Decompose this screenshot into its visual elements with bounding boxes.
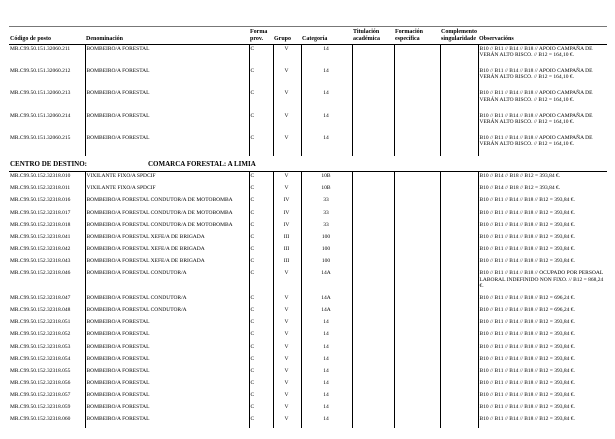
table-row bbox=[9, 294, 607, 306]
cell-complemento bbox=[440, 233, 478, 245]
col-header-forma-prov: Forma prov. bbox=[249, 27, 273, 45]
cell-forma: C bbox=[249, 379, 273, 391]
cell-forma: C bbox=[249, 134, 273, 156]
cell-formacion bbox=[394, 134, 440, 156]
cell-forma: C bbox=[249, 367, 273, 379]
cell-formacion bbox=[394, 233, 440, 245]
cell-titulacion bbox=[352, 172, 394, 185]
cell-grupo: V bbox=[273, 343, 301, 355]
cell-codigo: MR.C99.50.152.32318.011 bbox=[10, 185, 71, 192]
cell-complemento bbox=[440, 44, 478, 67]
cell-formacion bbox=[394, 294, 440, 306]
cell-observacions: B10 // B11 // B14 // B18 // OCUPADO POR PERSOAL LABORAL INDEFINIDO NON FIXO. // B12 = 868,24 €. bbox=[478, 269, 607, 293]
cell-titulacion bbox=[352, 269, 394, 293]
cell-denominacion: BOMBEIRO/A FORESTAL bbox=[85, 112, 249, 134]
cell-denominacion: BOMBEIRO/A FORESTAL XEFE/A DE BRIGADA bbox=[85, 233, 249, 245]
cell-codigo: MR.C99.50.152.32318.041 bbox=[10, 233, 71, 240]
cell-formacion bbox=[394, 367, 440, 379]
cell-grupo: V bbox=[273, 415, 301, 427]
cell-forma: C bbox=[249, 415, 273, 427]
cell-formacion bbox=[394, 379, 440, 391]
cell-observacions: B10 // B11 // B14 // B18 // B12 = 393,84 €. bbox=[478, 233, 607, 245]
cell-complemento bbox=[440, 67, 478, 89]
cell-forma: C bbox=[249, 221, 273, 233]
cell-denominacion: BOMBEIRO/A FORESTAL CONDUTOR/A bbox=[85, 294, 249, 306]
cell-titulacion bbox=[352, 221, 394, 233]
cell-codigo: MR.C99.50.152.32318.017 bbox=[10, 209, 71, 216]
cell-titulacion bbox=[352, 89, 394, 111]
cell-denominacion: BOMBEIRO/A FORESTAL bbox=[85, 330, 249, 342]
cell-titulacion bbox=[352, 379, 394, 391]
cell-categoria: 10B bbox=[301, 184, 352, 196]
cell-grupo: V bbox=[273, 330, 301, 342]
cell-titulacion bbox=[352, 209, 394, 221]
cell-titulacion bbox=[352, 196, 394, 208]
cell-forma: C bbox=[249, 196, 273, 208]
cell-titulacion bbox=[352, 343, 394, 355]
cell-observacions: B10 // B14 // B18 // B12 = 393,84 €. bbox=[478, 184, 607, 196]
cell-denominacion: BOMBEIRO/A FORESTAL bbox=[85, 134, 249, 156]
cell-forma: C bbox=[249, 233, 273, 245]
cell-observacions: B10 // B14 // B18 // B12 = 393,84 €. bbox=[478, 172, 607, 185]
cell-titulacion bbox=[352, 184, 394, 196]
col-header-formacion: Formación específica bbox=[394, 27, 440, 45]
cell-titulacion bbox=[352, 294, 394, 306]
cell-denominacion: BOMBEIRO/A FORESTAL bbox=[85, 318, 249, 330]
cell-categoria: 14 bbox=[301, 367, 352, 379]
cell-grupo: V bbox=[273, 306, 301, 318]
col-header-titulacion: Titulación académica bbox=[352, 27, 394, 45]
cell-codigo: MR.C99.50.152.32318.052 bbox=[10, 331, 71, 338]
cell-codigo: MR.C99.50.152.32318.059 bbox=[10, 404, 71, 411]
table-row bbox=[9, 403, 607, 415]
cell-codigo: MR.C99.50.151.32060.214 bbox=[10, 112, 71, 119]
cell-codigo: MR.C99.50.152.32318.018 bbox=[10, 221, 71, 228]
col-header-grupo: Grupo bbox=[273, 27, 301, 45]
cell-grupo: V bbox=[273, 112, 301, 134]
cell-grupo: V bbox=[273, 134, 301, 156]
cell-forma: C bbox=[249, 306, 273, 318]
cell-complemento bbox=[440, 89, 478, 111]
cell-categoria: 14 bbox=[301, 343, 352, 355]
cell-codigo: MR.C99.50.151.32060.211 bbox=[10, 45, 71, 52]
cell-codigo: MR.C99.50.152.32318.060 bbox=[10, 416, 71, 423]
cell-titulacion bbox=[352, 245, 394, 257]
cell-observacions: B10 // B11 // B14 // B18 // APOIO CAMPAÑA DE VERÁN ALTO RISCO. // B12 = 164,10 €. bbox=[478, 112, 607, 134]
table-row bbox=[9, 245, 607, 257]
table-row bbox=[9, 379, 607, 391]
cell-titulacion bbox=[352, 355, 394, 367]
cell-categoria: 33 bbox=[301, 196, 352, 208]
cell-complemento bbox=[440, 209, 478, 221]
cell-observacions: B10 // B11 // B14 // B18 // B12 = 696,24 €. bbox=[478, 294, 607, 306]
cell-denominacion: BOMBEIRO/A FORESTAL XEFE/A DE BRIGADA bbox=[85, 257, 249, 269]
cell-complemento bbox=[440, 112, 478, 134]
cell-formacion bbox=[394, 44, 440, 67]
cell-formacion bbox=[394, 269, 440, 293]
cell-denominacion: BOMBEIRO/A FORESTAL XEFE/A DE BRIGADA bbox=[85, 245, 249, 257]
table-row bbox=[9, 112, 607, 134]
cell-denominacion: BOMBEIRO/A FORESTAL bbox=[85, 89, 249, 111]
cell-formacion bbox=[394, 257, 440, 269]
cell-categoria: 100 bbox=[301, 245, 352, 257]
cell-categoria: 14 bbox=[301, 391, 352, 403]
table-row bbox=[9, 44, 607, 67]
cell-forma: C bbox=[249, 355, 273, 367]
centro-destino-value: COMARCA FORESTAL: A LIMIA bbox=[148, 160, 256, 169]
cell-codigo: MR.C99.50.152.32318.057 bbox=[10, 392, 71, 399]
cell-complemento bbox=[440, 134, 478, 156]
cell-forma: C bbox=[249, 172, 273, 185]
table-row bbox=[9, 67, 607, 89]
cell-denominacion: BOMBEIRO/A FORESTAL CONDUTOR/A DE MOTOBOMBA bbox=[85, 221, 249, 233]
cell-codigo: MR.C99.50.152.32318.042 bbox=[10, 246, 71, 253]
cell-denominacion: BOMBEIRO/A FORESTAL bbox=[85, 391, 249, 403]
cell-categoria: 14A bbox=[301, 306, 352, 318]
cell-grupo: V bbox=[273, 269, 301, 293]
cell-categoria: 14 bbox=[301, 67, 352, 89]
table-row bbox=[9, 221, 607, 233]
cell-observacions: B10 // B11 // B14 // B18 // APOIO CAMPAÑA DE VERÁN ALTO RISCO. // B12 = 164,10 €. bbox=[478, 134, 607, 156]
cell-grupo: V bbox=[273, 318, 301, 330]
cell-forma: C bbox=[249, 257, 273, 269]
cell-forma: C bbox=[249, 89, 273, 111]
cell-codigo: MR.C99.50.152.32318.047 bbox=[10, 294, 71, 301]
cell-observacions: B10 // B11 // B14 // B18 // B12 = 393,84 €. bbox=[478, 318, 607, 330]
cell-observacions: B10 // B11 // B14 // B18 // B12 = 393,84 €. bbox=[478, 257, 607, 269]
cell-forma: C bbox=[249, 294, 273, 306]
cell-codigo: MR.C99.50.152.32318.046 bbox=[10, 270, 71, 277]
table-row bbox=[9, 269, 607, 293]
cell-denominacion: BOMBEIRO/A FORESTAL bbox=[85, 415, 249, 427]
cell-grupo: V bbox=[273, 67, 301, 89]
cell-titulacion bbox=[352, 233, 394, 245]
cell-titulacion bbox=[352, 67, 394, 89]
cell-titulacion bbox=[352, 306, 394, 318]
table-row bbox=[9, 330, 607, 342]
cell-complemento bbox=[440, 221, 478, 233]
table-header bbox=[9, 27, 607, 45]
cell-titulacion bbox=[352, 134, 394, 156]
table-body bbox=[9, 44, 607, 427]
cell-denominacion: VIXILANTE FIXO/A SPDCIF bbox=[85, 184, 249, 196]
cell-forma: C bbox=[249, 67, 273, 89]
cell-formacion bbox=[394, 67, 440, 89]
cell-titulacion bbox=[352, 257, 394, 269]
cell-grupo: V bbox=[273, 184, 301, 196]
col-header-observacions: Observacións bbox=[478, 27, 607, 45]
cell-grupo: V bbox=[273, 379, 301, 391]
header-row bbox=[9, 27, 607, 45]
cell-denominacion: BOMBEIRO/A FORESTAL CONDUTOR/A DE MOTOBOMBA bbox=[85, 209, 249, 221]
cell-codigo: MR.C99.50.151.32060.212 bbox=[10, 68, 71, 75]
cell-categoria: 33 bbox=[301, 221, 352, 233]
table-row bbox=[9, 415, 607, 427]
cell-categoria: 100 bbox=[301, 257, 352, 269]
cell-codigo: MR.C99.50.152.32318.016 bbox=[10, 197, 71, 204]
cell-formacion bbox=[394, 343, 440, 355]
cell-categoria: 14 bbox=[301, 415, 352, 427]
cell-complemento bbox=[440, 330, 478, 342]
cell-codigo: MR.C99.50.152.32318.043 bbox=[10, 258, 71, 265]
cell-complemento bbox=[440, 318, 478, 330]
cell-forma: C bbox=[249, 269, 273, 293]
centro-destino-label: CENTRO DE DESTINO: bbox=[10, 160, 88, 169]
cell-categoria: 100 bbox=[301, 233, 352, 245]
cell-codigo: MR.C99.50.152.32318.053 bbox=[10, 343, 71, 350]
table-row bbox=[9, 257, 607, 269]
cell-grupo: IV bbox=[273, 196, 301, 208]
cell-observacions: B10 // B11 // B14 // B18 // B12 = 393,84 €. bbox=[478, 343, 607, 355]
cell-observacions: B10 // B11 // B14 // B18 // B12 = 393,84 €. bbox=[478, 367, 607, 379]
cell-denominacion: BOMBEIRO/A FORESTAL bbox=[85, 367, 249, 379]
cell-observacions: B10 // B11 // B14 // B18 // B12 = 393,84 €. bbox=[478, 196, 607, 208]
cell-formacion bbox=[394, 196, 440, 208]
table-row bbox=[9, 355, 607, 367]
cell-denominacion: BOMBEIRO/A FORESTAL bbox=[85, 343, 249, 355]
table-row bbox=[9, 343, 607, 355]
cell-formacion bbox=[394, 318, 440, 330]
cell-complemento bbox=[440, 196, 478, 208]
cell-observacions: B10 // B11 // B14 // B18 // B12 = 393,84 €. bbox=[478, 379, 607, 391]
cell-observacions: B10 // B11 // B14 // B18 // APOIO CAMPAÑA DE VERÁN ALTO RISCO. // B12 = 164,10 €. bbox=[478, 89, 607, 111]
cell-grupo: V bbox=[273, 391, 301, 403]
cell-observacions: B10 // B11 // B14 // B18 // B12 = 393,84 €. bbox=[478, 415, 607, 427]
cell-codigo: MR.C99.50.152.32318.055 bbox=[10, 367, 71, 374]
cell-formacion bbox=[394, 355, 440, 367]
cell-categoria: 33 bbox=[301, 209, 352, 221]
cell-titulacion bbox=[352, 391, 394, 403]
cell-categoria: 14 bbox=[301, 89, 352, 111]
cell-observacions: B10 // B11 // B14 // B18 // B12 = 696,24 €. bbox=[478, 306, 607, 318]
col-header-codigo: Código de posto bbox=[9, 27, 85, 45]
cell-codigo: MR.C99.50.151.32060.213 bbox=[10, 90, 71, 97]
cell-forma: C bbox=[249, 184, 273, 196]
cell-denominacion: BOMBEIRO/A FORESTAL CONDUTOR/A bbox=[85, 269, 249, 293]
cell-denominacion: BOMBEIRO/A FORESTAL bbox=[85, 403, 249, 415]
cell-observacions: B10 // B11 // B14 // B18 // B12 = 393,84 €. bbox=[478, 330, 607, 342]
rpt-table bbox=[9, 26, 607, 428]
cell-titulacion bbox=[352, 44, 394, 67]
cell-categoria: 14 bbox=[301, 330, 352, 342]
cell-complemento bbox=[440, 269, 478, 293]
cell-denominacion: BOMBEIRO/A FORESTAL bbox=[85, 67, 249, 89]
cell-formacion bbox=[394, 403, 440, 415]
cell-observacions: B10 // B11 // B14 // B18 // APOIO CAMPAÑA DE VERÁN ALTO RISCO. // B12 = 164,10 €. bbox=[478, 44, 607, 67]
cell-titulacion bbox=[352, 403, 394, 415]
cell-complemento bbox=[440, 184, 478, 196]
cell-complemento bbox=[440, 415, 478, 427]
cell-grupo: V bbox=[273, 355, 301, 367]
cell-observacions: B10 // B11 // B14 // B18 // B12 = 393,84 €. bbox=[478, 209, 607, 221]
cell-formacion bbox=[394, 209, 440, 221]
col-header-categoria: Categoría bbox=[301, 27, 352, 45]
cell-formacion bbox=[394, 391, 440, 403]
col-header-complemento: Complemento singularidade bbox=[440, 27, 478, 45]
cell-forma: C bbox=[249, 245, 273, 257]
cell-complemento bbox=[440, 245, 478, 257]
table-row bbox=[9, 134, 607, 156]
cell-formacion bbox=[394, 306, 440, 318]
cell-grupo: IV bbox=[273, 209, 301, 221]
cell-denominacion: BOMBEIRO/A FORESTAL bbox=[85, 44, 249, 67]
cell-complemento bbox=[440, 391, 478, 403]
cell-denominacion: BOMBEIRO/A FORESTAL CONDUTOR/A DE MOTOBOMBA bbox=[85, 196, 249, 208]
cell-complemento bbox=[440, 294, 478, 306]
cell-observacions: B10 // B11 // B14 // B18 // B12 = 393,84 €. bbox=[478, 355, 607, 367]
cell-formacion bbox=[394, 184, 440, 196]
cell-formacion bbox=[394, 330, 440, 342]
cell-denominacion: BOMBEIRO/A FORESTAL CONDUTOR/A bbox=[85, 306, 249, 318]
table-row bbox=[9, 172, 607, 185]
cell-grupo: V bbox=[273, 44, 301, 67]
table-row bbox=[9, 89, 607, 111]
cell-forma: C bbox=[249, 44, 273, 67]
table-row bbox=[9, 233, 607, 245]
cell-forma: C bbox=[249, 403, 273, 415]
cell-categoria: 10B bbox=[301, 172, 352, 185]
cell-denominacion: VIXILANTE FIXO/A SPDCIF bbox=[85, 172, 249, 185]
cell-codigo: MR.C99.50.152.32318.056 bbox=[10, 379, 71, 386]
cell-titulacion bbox=[352, 318, 394, 330]
cell-denominacion: BOMBEIRO/A FORESTAL bbox=[85, 355, 249, 367]
cell-formacion bbox=[394, 112, 440, 134]
cell-denominacion: BOMBEIRO/A FORESTAL bbox=[85, 379, 249, 391]
cell-formacion bbox=[394, 172, 440, 185]
cell-grupo: III bbox=[273, 245, 301, 257]
cell-grupo: III bbox=[273, 257, 301, 269]
cell-complemento bbox=[440, 172, 478, 185]
cell-categoria: 14A bbox=[301, 294, 352, 306]
cell-forma: C bbox=[249, 318, 273, 330]
cell-codigo: MR.C99.50.152.32318.051 bbox=[10, 319, 71, 326]
cell-observacions: B10 // B11 // B14 // B18 // B12 = 393,84 €. bbox=[478, 403, 607, 415]
cell-grupo: V bbox=[273, 294, 301, 306]
section-heading-row bbox=[9, 156, 607, 171]
cell-formacion bbox=[394, 221, 440, 233]
cell-grupo: V bbox=[273, 172, 301, 185]
cell-observacions: B10 // B11 // B14 // B18 // B12 = 393,84 €. bbox=[478, 391, 607, 403]
cell-categoria: 14 bbox=[301, 403, 352, 415]
cell-grupo: V bbox=[273, 403, 301, 415]
cell-titulacion bbox=[352, 112, 394, 134]
cell-complemento bbox=[440, 379, 478, 391]
cell-complemento bbox=[440, 306, 478, 318]
cell-categoria: 14 bbox=[301, 355, 352, 367]
table-row bbox=[9, 367, 607, 379]
cell-codigo: MR.C99.50.151.32060.215 bbox=[10, 135, 71, 142]
table-row bbox=[9, 318, 607, 330]
table-row bbox=[9, 209, 607, 221]
cell-complemento bbox=[440, 367, 478, 379]
cell-forma: C bbox=[249, 343, 273, 355]
cell-formacion bbox=[394, 415, 440, 427]
cell-categoria: 14 bbox=[301, 112, 352, 134]
cell-observacions: B10 // B11 // B14 // B18 // APOIO CAMPAÑA DE VERÁN ALTO RISCO. // B12 = 164,10 €. bbox=[478, 67, 607, 89]
cell-categoria: 14 bbox=[301, 44, 352, 67]
cell-codigo: MR.C99.50.152.32318.048 bbox=[10, 307, 71, 314]
cell-categoria: 14A bbox=[301, 269, 352, 293]
cell-grupo: V bbox=[273, 89, 301, 111]
cell-forma: C bbox=[249, 209, 273, 221]
section-heading-cell bbox=[9, 156, 607, 171]
cell-titulacion bbox=[352, 367, 394, 379]
col-header-denominacion: Denominación bbox=[85, 27, 249, 45]
table-row bbox=[9, 196, 607, 208]
cell-complemento bbox=[440, 257, 478, 269]
cell-categoria: 14 bbox=[301, 318, 352, 330]
cell-titulacion bbox=[352, 415, 394, 427]
cell-formacion bbox=[394, 89, 440, 111]
cell-categoria: 14 bbox=[301, 379, 352, 391]
cell-observacions: B10 // B11 // B14 // B18 // B12 = 393,84 €. bbox=[478, 245, 607, 257]
cell-titulacion bbox=[352, 330, 394, 342]
cell-complemento bbox=[440, 355, 478, 367]
cell-codigo: MR.C99.50.152.32318.010 bbox=[10, 173, 71, 180]
cell-categoria: 14 bbox=[301, 134, 352, 156]
table-row bbox=[9, 184, 607, 196]
cell-forma: C bbox=[249, 391, 273, 403]
cell-formacion bbox=[394, 245, 440, 257]
cell-grupo: III bbox=[273, 233, 301, 245]
cell-forma: C bbox=[249, 112, 273, 134]
cell-complemento bbox=[440, 403, 478, 415]
cell-observacions: B10 // B11 // B14 // B18 // B12 = 393,84 €. bbox=[478, 221, 607, 233]
table-row bbox=[9, 306, 607, 318]
table-row bbox=[9, 391, 607, 403]
cell-codigo: MR.C99.50.152.32318.054 bbox=[10, 355, 71, 362]
cell-complemento bbox=[440, 343, 478, 355]
cell-grupo: V bbox=[273, 367, 301, 379]
cell-forma: C bbox=[249, 330, 273, 342]
cell-grupo: IV bbox=[273, 221, 301, 233]
